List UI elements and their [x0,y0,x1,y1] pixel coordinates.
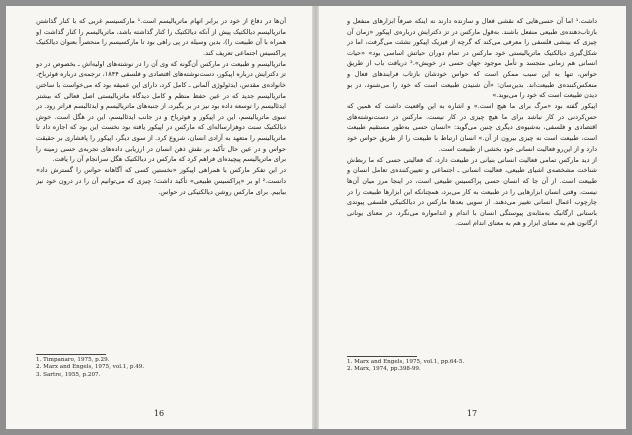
paragraph: ماتریالیسم و طبیعت در مارکس آن‌گونه که وی آن را در نوشته‌های اولیه‌اش ـ بخصوص در دو تز دکترایش درباره اپیکور، دست‌نوشته‌های اقتصادی و فلسفی ۱۸۴۴، ترجمه‌ی درباره فوئرباخ، خانواده‌ی مقدس، ایدئولوژی آلمانی ـ کامل کرد، دارای این عمیقه بود که می‌خواست با ساختن ماتریالیسم جدید که در عین حفظ منظم و کامل دیدگاه ماتریالیستی اصل فعالی که بیشتر ایدئالیسم را توسعه داده بود نیز در بر بگیرد، از جنبه‌های ماتریالیسم و ایدئالیسم فراتر رود. در سوی ماتریالیسم، این در اپیکور و فوئرباخ و در جانب ایدئالیسم، این در هگل است. خوش دیالکتیک سنت دوهزارساله‌ای که مارکس در اپیکور یافته بود نخست این بود که اجازه داد تا ماتریالیسم را متعهد به آزادی انسان، شروع کرد. از سوی دیگر، اپیکور را پافشاری بر حقیقت حواس و در عین حال تأکید بر نقش ذهن انسان در ارزیابی داده‌های تجربه‌ی حسی زمینه را برای ماتریالیسم پیچیده‌ای فراهم کرد که مارکس در دیالکتیک هگل سرانجام آن را یافت. [36,59,286,164]
footnote: 3. Sartre, 1955, p.207. [36,371,101,378]
right-page-body [347,16,597,346]
right-page-footnotes [347,359,587,374]
footnote-divider [36,354,106,355]
paragraph: داشت.¹ اما آن حسی‌هایی که نقشی فعال و سازنده دارند نه اینکه صرفاً ابزارهای منفعل و بازتاب‌دهنده‌ی طبیعی منفعل باشند. به‌قول مارکس در تز دکترایش درباره‌ی اپیکور «زمان آن چیزی که بینشی فلسفی را معرفی می‌کند که گرچه از فیزیک اپیکور نشئت می‌گرفت، اما در شکل‌گیری دیالکتیک ماتریالیستی خود مارکس در تمام دوران حیاتش اساسی بود» «حیات انسانی هم زمانی متجسد و تأمل موجود جهان حسی در خویش».² دریافت باب از طریق حواس، تنها به این سبب ممکن است که حواس خودشان بازتاب فرایندهای فعال و منعکس‌کننده‌ی طبیعت‌اند. بدین‌سان: «آن شنیدن طبیعت است که خود را می‌شنود، در بو دیدن طبیعت است که خود را می‌بوید.» [347,17,597,100]
page-number: 16 [153,409,165,418]
paragraph: در این تفکر مارکس با همراهی اپیکور «نخستین کسی که آگاهانه حواس را گسترش داد» دانست.² او بر «پراکسیس طبیعی» تأکید داشت؛ چیزی که می‌توانیم آن را در درون خود نیز بیابیم. برای مارکس روشن دیالکتیکی در حواس. [36,166,286,196]
book-gutter [312,6,319,429]
footnote: 1. Timpanaro, 1975, p.29. [36,357,110,363]
left-page-footnotes [36,357,276,379]
paragraph: اپیکور گفته بود «مرگ برای ما هیچ است.» و اشاره به این واقعیت داشت که همین که حس‌کردنی در کار نباشد برای ما هیچ چیزی در کار نیست. مارکس در دست‌نوشته‌های اقتصادی و فلسفی، به‌شیوه‌ی دیگری چنین می‌گوید: «انسان حسی به‌طور مستقیم طبیعت است، طبیعت است نه چیزی بیرون از آن.» انسان ارتباط با طبیعت را از طریق حواس خود دارد و از این‌رو فعالیت انسانی خود بخشی از طبیعت است. [347,102,597,153]
left-page-body [36,16,286,346]
page-number: 17 [466,409,478,418]
footnote: 2. Marx, 1974, pp.398-99. [347,366,421,373]
footnote: 2. Marx and Engels, 1975, vol.1, p.49. [36,364,145,371]
right-page [319,6,626,429]
left-page [6,6,312,429]
footnote-divider [347,356,417,357]
footnote: 1. Marx and Engels, 1975, vol.1, pp.64-5. [347,359,465,365]
paragraph: آن‌ها در دفاع از خود در برابر اتهام ماتریالیسم است.¹ مارکسیسم غربی که با کنار گذاشتن ماتریالیسم دیالکتیک پیش از آنکه دیالکتیک را کنار گذاشته باشد، ماتریالیسم را کنار گذاشت (و همراه با آن طبیعت را)، بدین وسیله در پی راهی بود تا مارکسیسم را منحصراً بعنوان دیالکتیک پراکسیس اجتماعی تعریف کند. [36,17,286,57]
paragraph: از دید مارکس تمامی فعالیت انسانی بنیانی در طبیعت دارد، که فعالیتی حسی که ما ربط‌ش شناخت مشخصه‌ی اشیای طبیعی، فعالیت انسانی ـ اجتماعی و تعیین‌کننده‌ی تعامل انسان و طبیعت است. از آن جا که انسان حسی پراکسیس طبیعی است، در اینجا مرز میان آن‌ها نیست. وقتی انسان ابزارهایی را در طبیعت به کار می‌برد، همچنانکه این ابزارها طبیعت را در چارچوب اعمال انسانی تغییر می‌دهند. از سویی بعدها مارکس در دیالکتیکی فلسفی پیوندی باستانی ارگانیک به‌مثابه‌ی پیوستگی انسان با اندام و اندامواره می‌نگرد. در معنای یونانی ارگانون هم به معنای ابزار و هم به معنای اندام است. [347,155,597,228]
